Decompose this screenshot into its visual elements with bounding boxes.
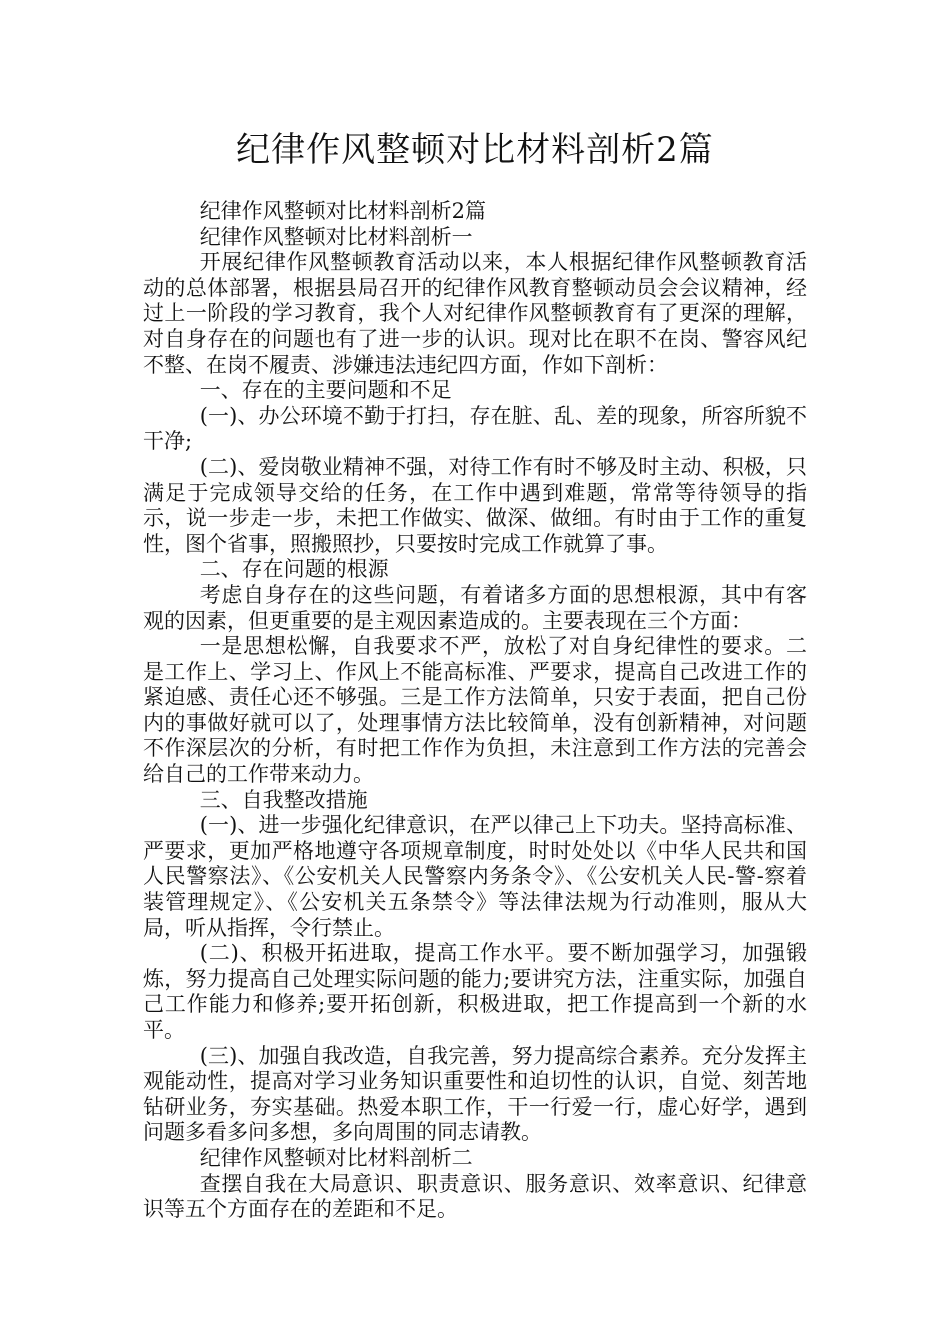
heading-main-problems: 一、存在的主要问题和不足: [199, 378, 452, 403]
rectification-item-3: (三)、加强自我改造，自我完善，努力提高综合素养。充分发挥主观能动性，提高对学习业务知识重要性和迫切性的认识，自觉、刻苦地钻研业务，夯实基础。热爱本职工作，干一行爱一行，虚心好学，遇到问题多看多问多想，多向周围的同志请教。: [143, 1043, 807, 1145]
subtitle-line: 纪律作风整顿对比材料剖析2篇: [199, 199, 487, 223]
part-two-intro: 查摆自我在大局意识、职责意识、服务意识、效率意识、纪律意识等五个方面存在的差距和不足。: [143, 1171, 807, 1222]
intro-paragraph: 开展纪律作风整顿教育活动以来，本人根据纪律作风整顿教育活动的总体部署，根据县局召开的纪律作风教育整顿动员会会议精神，经过上一阶段的学习教育，我个人对纪律作风整顿教育有了更深的理解，对自身存在的问题也有了进一步的认识。现对比在职不在岗、警容风纪不整、在岗不履责、涉嫌违法违纪四方面，作如下剖析：: [143, 250, 807, 377]
section-heading-part-one: 纪律作风整顿对比材料剖析一: [199, 224, 473, 249]
heading-rectification: 三、自我整改措施: [199, 787, 368, 812]
problem-item-1: (一)、办公环境不勤于打扫，存在脏、乱、差的现象，所容所貌不干净;: [143, 403, 807, 454]
root-causes-details: 一是思想松懈，自我要求不严，放松了对自身纪律性的要求。二是工作上、学习上、作风上不能高标准、严要求，提高自己改进工作的紧迫感、责任心还不够强。三是工作方法简单，只安于表面，把自己份内的事做好就可以了，处理事情方法比较简单，没有创新精神，对问题不作深层次的分析，有时把工作作为负担，未注意到工作方法的完善会给自己的工作带来动力。: [143, 634, 807, 787]
rectification-item-2: (二)、积极开拓进取，提高工作水平。要不断加强学习，加强锻炼，努力提高自己处理实际问题的能力;要讲究方法，注重实际，加强自己工作能力和修养;要开拓创新，积极进取，把工作提高到一个新的水平。: [143, 941, 807, 1042]
rectification-item-1: (一)、进一步强化纪律意识，在严以律己上下功夫。坚持高标准、严要求，更加严格地遵守各项规章制度，时时处处以《中华人民共和国人民警察法》、《公安机关人民警察内务条令》、《公安机关人民-警-察着装管理规定》、《公安机关五条禁令》等法律法规为行动准则，服从大局，听从指挥，令行禁止。: [143, 813, 807, 940]
heading-root-causes: 二、存在问题的根源: [199, 557, 389, 582]
root-causes-paragraph: 考虑自身存在的这些问题，有着诸多方面的思想根源，其中有客观的因素，但更重要的是主观因素造成的。主要表现在三个方面：: [143, 582, 807, 633]
section-heading-part-two: 纪律作风整顿对比材料剖析二: [199, 1145, 473, 1170]
document-title: 纪律作风整顿对比材料剖析2篇: [236, 130, 714, 170]
document-body: [143, 199, 807, 1223]
problem-item-2: (二)、爱岗敬业精神不强，对待工作有时不够及时主动、积极，只满足于完成领导交给的任务，在工作中遇到难题，常常等待领导的指示，说一步走一步，未把工作做实、做深、做细。有时由于工作的重复性，图个省事，照搬照抄，只要按时完成工作就算了事。: [143, 454, 807, 556]
